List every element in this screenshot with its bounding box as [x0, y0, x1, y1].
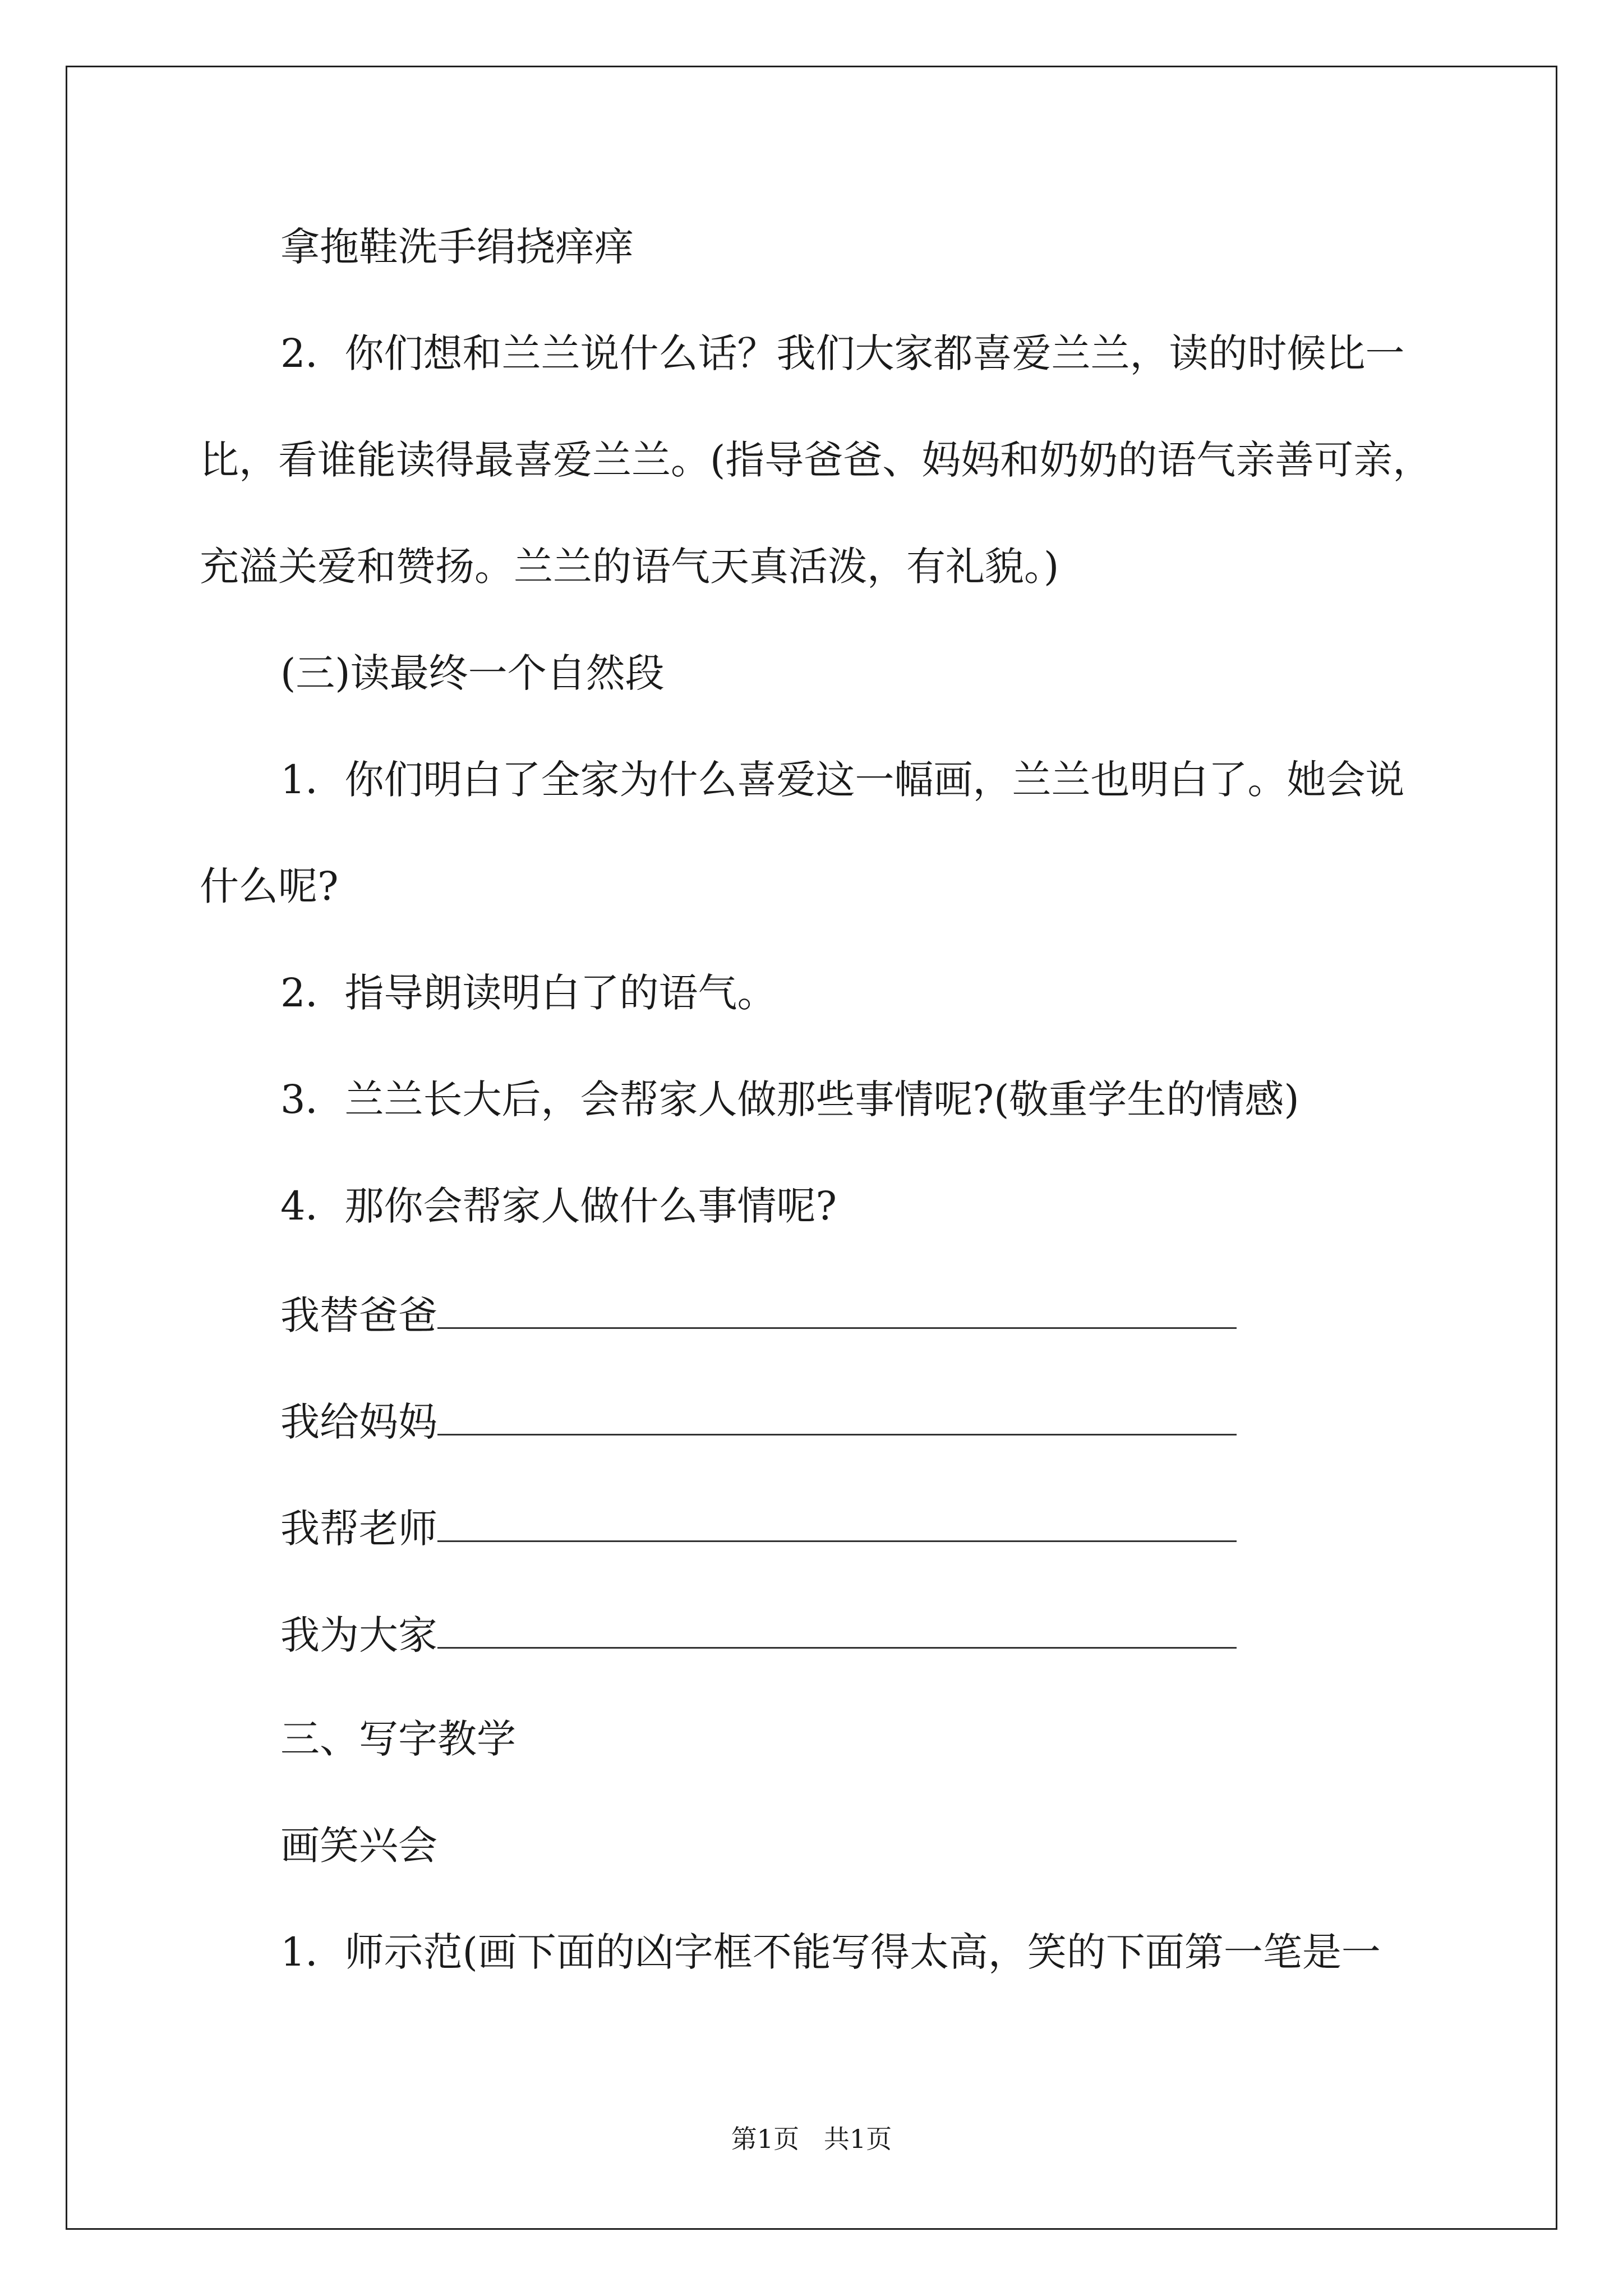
text-line: 什么呢?	[200, 863, 339, 909]
text-line: 4．那你会帮家人做什么事情呢?	[280, 1183, 837, 1229]
fill-in-prompt: 我为大家	[280, 1612, 437, 1658]
text-line: 比，看谁能读得最喜爱兰兰。(指导爸爸、妈妈和奶奶的语气亲善可亲，	[200, 437, 1432, 483]
fill-in-prompt: 我帮老师	[280, 1506, 437, 1552]
answer-blank	[437, 1503, 1237, 1542]
text-line: 1．师示范(画下面的凶字框不能写得太高，笑的下面第一笔是一	[280, 1929, 1381, 1975]
text-line: 2．指导朗读明白了的语气。	[280, 970, 777, 1016]
fill-in-line	[280, 1503, 1237, 1551]
text-line: 2．你们想和兰兰说什么话？我们大家都喜爱兰兰，读的时候比一	[280, 330, 1405, 376]
text-line: 画笑兴会	[280, 1823, 437, 1869]
page-footer: 第1页 共1页	[731, 2124, 892, 2154]
fill-in-line	[280, 1610, 1237, 1658]
fill-in-line	[280, 1290, 1237, 1338]
fill-in-prompt: 我替爸爸	[280, 1292, 437, 1338]
answer-blank	[437, 1290, 1237, 1329]
fill-in-prompt: 我给妈妈	[280, 1399, 437, 1445]
text-line: 拿拖鞋洗手绢挠痒痒	[280, 224, 634, 270]
text-line: 3．兰兰长大后，会帮家人做那些事情呢?(敬重学生的情感)	[280, 1076, 1299, 1122]
section-heading: 三、写字教学	[280, 1716, 516, 1762]
text-line: 充溢关爱和赞扬。兰兰的语气天真活泼，有礼貌。)	[200, 544, 1059, 590]
text-line: (三)读最终一个自然段	[280, 650, 665, 696]
answer-blank	[437, 1610, 1237, 1649]
text-line: 1．你们明白了全家为什么喜爱这一幅画，兰兰也明白了。她会说	[280, 757, 1405, 803]
fill-in-line	[280, 1397, 1237, 1444]
answer-blank	[437, 1397, 1237, 1435]
page-border	[66, 66, 1557, 2230]
